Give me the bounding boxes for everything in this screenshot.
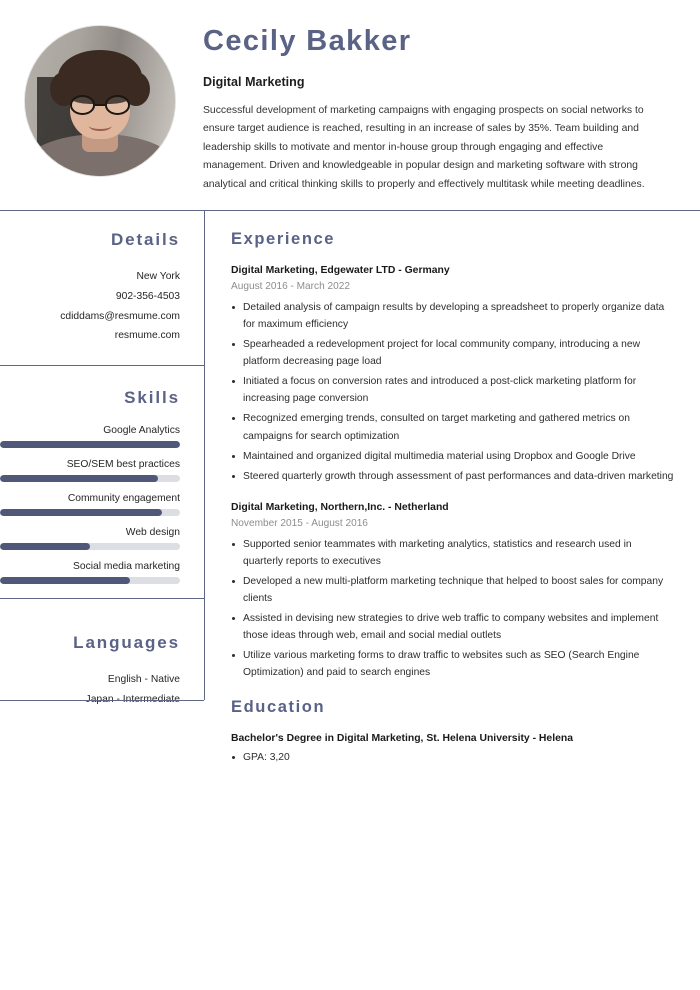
bullet-item: Spearheaded a redevelopment project for local community company, introducing a new platform decreasing page load — [231, 336, 674, 370]
section-experience — [231, 230, 674, 681]
bullet-item: Assisted in devising new strategies to drive web traffic to company websites and implement those ideas through web, email and social medial outlets — [231, 610, 674, 644]
skill-label: SEO/SEM best practices — [66, 459, 180, 471]
main-column — [204, 210, 700, 783]
language-item: English - Native — [107, 674, 180, 686]
bullet-item: Supported senior teammates with marketing analytics, statistics and research used in quarterly reports to executives — [231, 536, 674, 570]
bullet-item: Detailed analysis of campaign results by developing a spreadsheet to properly organize data for maximum efficiency — [231, 299, 674, 333]
bullet-item: GPA: 3,20 — [231, 749, 674, 766]
entry-bullets — [231, 536, 674, 682]
education-entry — [231, 733, 674, 766]
section-education — [231, 698, 674, 766]
skills-heading: Skills — [124, 388, 180, 408]
divider-skills — [0, 598, 204, 599]
skill-bar-track — [0, 577, 180, 584]
divider-vertical — [204, 210, 205, 700]
entry-title: Digital Marketing, Northern,Inc. - Netherland — [231, 501, 449, 513]
skill-label: Web design — [125, 527, 180, 539]
resume-body — [0, 210, 700, 783]
experience-entry — [231, 502, 674, 682]
experience-heading: Experience — [231, 230, 336, 248]
resume-header — [0, 0, 700, 210]
sidebar — [0, 210, 204, 732]
skill-bar-track — [0, 441, 180, 448]
entry-bullets — [231, 749, 674, 766]
job-title: Digital Marketing — [203, 74, 305, 89]
entry-date: August 2016 - March 2022 — [231, 281, 350, 292]
skill-label: Community engagement — [67, 493, 180, 505]
entry-title: Digital Marketing, Edgewater LTD - Germany — [231, 265, 450, 276]
page-title: Cecily Bakker — [203, 25, 412, 57]
divider-languages — [0, 700, 204, 701]
skill-bar-fill — [0, 509, 162, 516]
skill-item — [0, 493, 180, 516]
details-heading: Details — [110, 230, 180, 249]
skill-item — [0, 425, 180, 448]
experience-entry — [231, 265, 674, 485]
skill-bar-fill — [0, 577, 130, 584]
skill-item — [0, 527, 180, 550]
skill-bar-fill — [0, 543, 90, 550]
section-details — [0, 210, 180, 368]
section-skills — [0, 368, 180, 613]
skill-bar-fill — [0, 475, 158, 482]
detail-email[interactable]: cdiddams@resmume.com — [60, 310, 180, 322]
bullet-item: Developed a new multi-platform marketing technique that helped to boost sales for company clients — [231, 573, 674, 607]
skill-bar-track — [0, 543, 180, 550]
skill-item — [0, 561, 180, 584]
profile-summary: Successful development of marketing campaigns with engaging prospects on social networks to ensure target audience is reached, resulting in an increase of sales by 35%. Team building and leadership skills to motivate and mentor in-house group through engaging and effective management. Driven and knowledgeable in popular design and marketing software with strong analytical and critical thinking skills to properly and effectively multitask while meeting deadlines. — [203, 104, 645, 190]
portrait-photo-icon — [25, 26, 175, 176]
skill-bar-track — [0, 509, 180, 516]
skill-bar-fill — [0, 441, 180, 448]
skill-item — [0, 459, 180, 482]
bullet-item: Recognized emerging trends, consulted on target marketing and gathered metrics on campaigns for search optimization — [231, 410, 674, 444]
entry-bullets — [231, 299, 674, 485]
entry-title: Bachelor's Degree in Digital Marketing, St. Helena University - Helena — [231, 733, 574, 745]
skill-label: Google Analytics — [103, 425, 180, 437]
bullet-item: Steered quarterly growth through assessment of past performances and data-driven marketing — [231, 468, 674, 485]
entry-date: November 2015 - August 2016 — [231, 517, 368, 529]
bullet-item: Initiated a focus on conversion rates and introduced a post-click marketing platform for increasing page conversion — [231, 373, 674, 407]
skill-label: Social media marketing — [72, 561, 180, 573]
detail-phone[interactable]: 902-356-4503 — [115, 290, 180, 302]
detail-website[interactable]: resmume.com — [114, 330, 180, 342]
divider-header — [0, 210, 700, 211]
photo-container — [24, 20, 176, 176]
education-heading: Education — [231, 698, 326, 717]
section-languages — [0, 613, 180, 732]
bullet-item: Maintained and organized digital multimedia material using Dropbox and Google Drive — [231, 448, 674, 465]
divider-details — [0, 365, 204, 366]
detail-location: New York — [136, 271, 180, 282]
header-text-block — [176, 20, 674, 194]
languages-heading: Languages — [73, 633, 180, 653]
skill-bar-track — [0, 475, 180, 482]
bullet-item: Utilize various marketing forms to draw traffic to websites such as SEO (Search Engine Optimization) and paid to search engines — [231, 647, 674, 681]
